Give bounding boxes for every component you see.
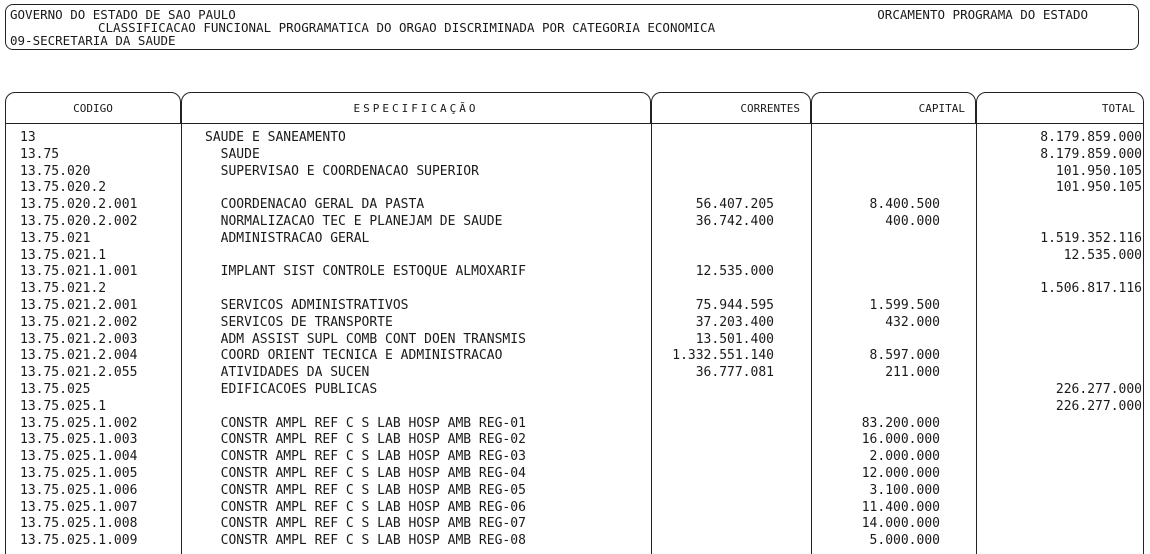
report-title: CLASSIFICACAO FUNCIONAL PROGRAMATICA DO ORGAO DISCRIMINADA POR CATEGORIA ECONOMICA: [98, 20, 716, 35]
total-cell: 1.519.352.116: [1040, 230, 1142, 246]
capital-cell: 83.200.000: [861, 415, 940, 431]
description-cell: CONSTR AMPL REF C S LAB HOSP AMB REG-06: [205, 499, 526, 515]
correntes-cell: 36.777.081: [695, 365, 774, 381]
correntes-cell: 13.501.400: [695, 331, 774, 347]
code-cell: 13.75.025.1.008: [20, 516, 138, 532]
code-cell: 13.75.021.1.001: [20, 264, 138, 280]
code-cell: 13.75.021.2.001: [20, 298, 138, 313]
description-cell: CONSTR AMPL REF C S LAB HOSP AMB REG-05: [205, 482, 526, 498]
table-row: [0, 533, 1150, 552]
capital-cell: 3.100.000: [869, 482, 940, 498]
description-cell: SERVICOS DE TRANSPORTE: [205, 314, 393, 330]
description-cell: SUPERVISAO E COORDENACAO SUPERIOR: [205, 163, 479, 179]
code-cell: 13.75.021.2.004: [20, 348, 138, 364]
description-cell: SAUDE E SANEAMENTO: [205, 130, 346, 145]
code-cell: 13.75.020.2.002: [20, 214, 138, 229]
government-name: GOVERNO DO ESTADO DE SAO PAULO: [10, 7, 236, 22]
capital-cell: 5.000.000: [869, 533, 940, 549]
total-cell: 101.950.105: [1055, 180, 1142, 196]
description-cell: CONSTR AMPL REF C S LAB HOSP AMB REG-08: [205, 533, 526, 549]
correntes-cell: 56.407.205: [695, 197, 774, 213]
budget-title: ORCAMENTO PROGRAMA DO ESTADO: [877, 7, 1088, 22]
description-cell: ADM ASSIST SUPL COMB CONT DOEN TRANSMIS: [205, 331, 526, 347]
capital-cell: 400.000: [885, 214, 940, 229]
description-cell: CONSTR AMPL REF C S LAB HOSP AMB REG-07: [205, 516, 526, 532]
correntes-cell: 37.203.400: [695, 314, 774, 330]
description-cell: EDIFICACOES PUBLICAS: [205, 382, 378, 397]
code-cell: 13.75.025: [20, 382, 91, 397]
code-cell: 13.75.021.2.055: [20, 365, 138, 381]
code-cell: 13.75.020.2.001: [20, 197, 138, 213]
code-cell: 13.75.025.1.006: [20, 482, 138, 498]
column-header-total: TOTAL: [976, 92, 1144, 124]
capital-cell: 211.000: [885, 365, 940, 381]
description-cell: ADMINISTRACAO GERAL: [205, 230, 370, 246]
capital-cell: 16.000.000: [861, 432, 940, 448]
code-cell: 13.75.020: [20, 163, 91, 179]
department-name: 09-SECRETARIA DA SAUDE: [10, 33, 176, 48]
description-cell: SAUDE: [205, 146, 260, 162]
correntes-cell: 75.944.595: [695, 298, 774, 313]
code-cell: 13.75.025.1.007: [20, 499, 138, 515]
correntes-cell: 1.332.551.140: [672, 348, 774, 364]
code-cell: 13.75.025.1.009: [20, 533, 138, 549]
column-header-capital: CAPITAL: [811, 92, 976, 124]
capital-cell: 11.400.000: [861, 499, 940, 515]
description-cell: SERVICOS ADMINISTRATIVOS: [205, 298, 409, 313]
capital-cell: 432.000: [885, 314, 940, 330]
code-cell: 13.75.021: [20, 230, 91, 246]
column-header-codigo: CODIGO: [5, 92, 181, 124]
description-cell: CONSTR AMPL REF C S LAB HOSP AMB REG-02: [205, 432, 526, 448]
description-cell: COORD ORIENT TECNICA E ADMINISTRACAO: [205, 348, 503, 364]
correntes-cell: 12.535.000: [695, 264, 774, 280]
capital-cell: 2.000.000: [869, 449, 940, 465]
capital-cell: 12.000.000: [861, 466, 940, 481]
correntes-cell: 36.742.400: [695, 214, 774, 229]
total-cell: 12.535.000: [1063, 247, 1142, 263]
total-cell: 226.277.000: [1055, 382, 1142, 397]
code-cell: 13.75.021.2.003: [20, 331, 138, 347]
column-header-especificacao: ESPECIFICAÇÃO: [181, 92, 651, 124]
code-cell: 13.75.020.2: [20, 180, 107, 196]
code-cell: 13: [20, 130, 36, 145]
description-cell: NORMALIZACAO TEC E PLANEJAM DE SAUDE: [205, 214, 503, 229]
capital-cell: 8.400.500: [869, 197, 940, 213]
capital-cell: 8.597.000: [869, 348, 940, 364]
code-cell: 13.75: [20, 146, 60, 162]
code-cell: 13.75.021.1: [20, 247, 107, 263]
total-cell: 1.506.817.116: [1040, 281, 1142, 297]
description-cell: CONSTR AMPL REF C S LAB HOSP AMB REG-01: [205, 415, 526, 431]
description-cell: ATIVIDADES DA SUCEN: [205, 365, 370, 381]
code-cell: 13.75.025.1.005: [20, 466, 138, 481]
column-header-correntes: CORRENTES: [651, 92, 811, 124]
code-cell: 13.75.025.1.003: [20, 432, 138, 448]
total-cell: 8.179.859.000: [1040, 146, 1142, 162]
document-header: [5, 4, 1139, 50]
description-cell: CONSTR AMPL REF C S LAB HOSP AMB REG-04: [205, 466, 526, 481]
code-cell: 13.75.025.1.002: [20, 415, 138, 431]
code-cell: 13.75.025.1.004: [20, 449, 138, 465]
code-cell: 13.75.025.1: [20, 398, 107, 414]
code-cell: 13.75.021.2: [20, 281, 107, 297]
description-cell: CONSTR AMPL REF C S LAB HOSP AMB REG-03: [205, 449, 526, 465]
total-cell: 101.950.105: [1055, 163, 1142, 179]
capital-cell: 14.000.000: [861, 516, 940, 532]
total-cell: 8.179.859.000: [1040, 130, 1142, 145]
description-cell: IMPLANT SIST CONTROLE ESTOQUE ALMOXARIF: [205, 264, 526, 280]
total-cell: 226.277.000: [1055, 398, 1142, 414]
description-cell: COORDENACAO GERAL DA PASTA: [205, 197, 425, 213]
code-cell: 13.75.021.2.002: [20, 314, 138, 330]
capital-cell: 1.599.500: [869, 298, 940, 313]
